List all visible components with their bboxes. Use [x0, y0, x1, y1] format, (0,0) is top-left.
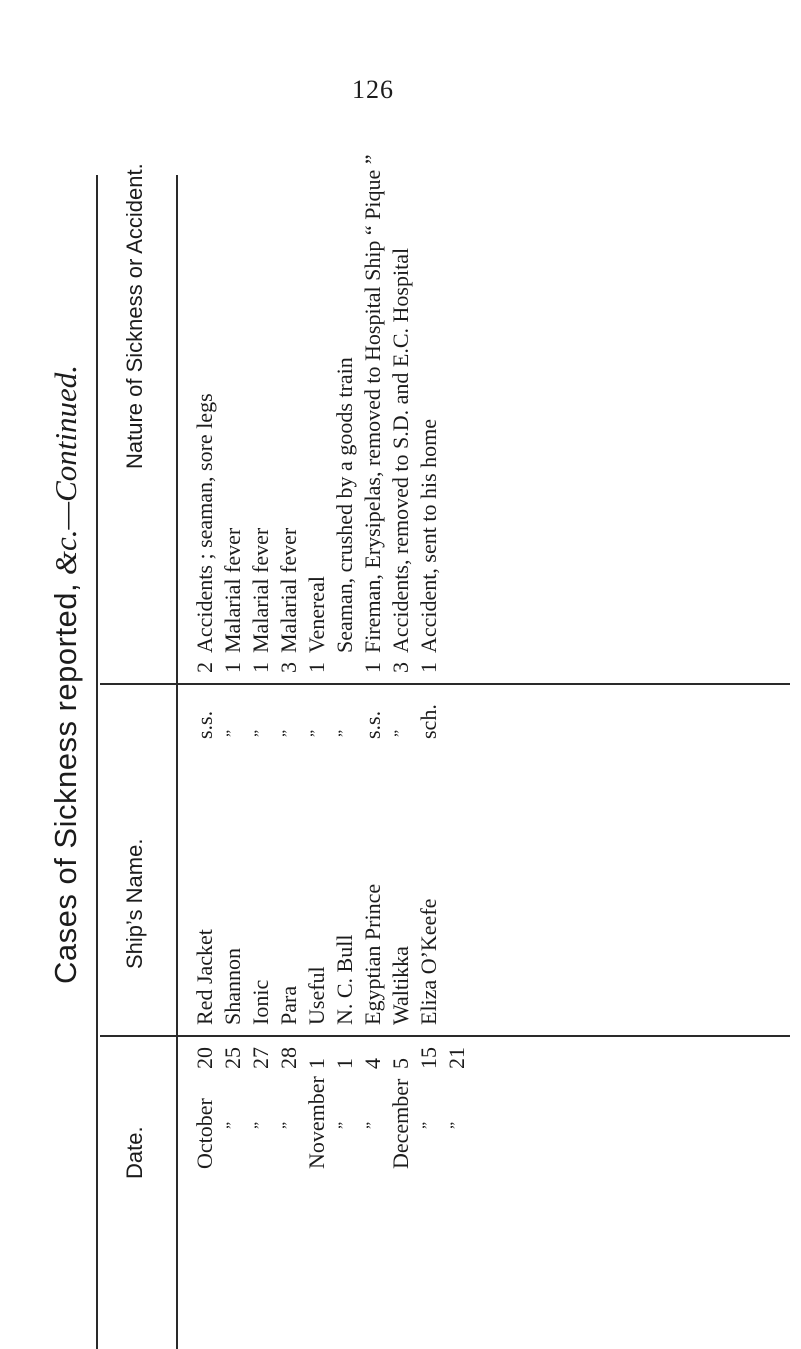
row-nature: Malarial fever [276, 527, 301, 653]
row-ship-name: Para [276, 985, 301, 1025]
row-vessel-type: ” [280, 729, 297, 737]
row-ship-name: Waltikka [388, 946, 413, 1025]
row-ship-name: Red Jacket [192, 929, 217, 1025]
row-month: ” [364, 1121, 381, 1129]
page-number: 126 [352, 75, 394, 104]
row-count: 2 [192, 662, 217, 673]
row-count: 1 [248, 662, 273, 673]
table-row [250, 0, 272, 1349]
page-title [48, 0, 84, 1349]
row-month: ” [224, 1121, 241, 1129]
row-month: ” [336, 1121, 353, 1129]
row-vessel-type: ” [224, 729, 241, 737]
row-day: 1 [304, 1058, 329, 1069]
title-main: Cases of Sickness reported, [48, 582, 83, 985]
row-day: 1 [332, 1058, 357, 1069]
table-row [334, 0, 356, 1349]
row-nature: Malarial fever [220, 527, 245, 653]
row-nature: Venereal [304, 576, 329, 653]
row-ship-name: Useful [304, 966, 329, 1025]
row-vessel-type: ” [308, 729, 325, 737]
row-vessel-type: s.s. [360, 710, 385, 739]
table-row [306, 0, 328, 1349]
row-day: 5 [388, 1058, 413, 1069]
row-day: 15 [416, 1047, 441, 1069]
row-day: 20 [192, 1047, 217, 1069]
row-count: 1 [304, 662, 329, 673]
row-count: 1 [360, 662, 385, 673]
row-month: ” [280, 1121, 297, 1129]
table-row [362, 0, 384, 1349]
table-row [390, 0, 412, 1349]
row-month: November [304, 1076, 329, 1169]
row-day: 27 [248, 1047, 273, 1069]
table-top-rule [96, 175, 98, 1349]
row-ship-name: N. C. Bull [332, 934, 357, 1025]
row-month: ” [252, 1121, 269, 1129]
row-ship-name: Ionic [248, 979, 273, 1025]
table-row [418, 0, 440, 1349]
row-ship-name: Egyptian Prince [360, 883, 385, 1025]
table-row [194, 0, 216, 1349]
row-day: 4 [360, 1058, 385, 1069]
row-nature: Accident, sent to his home [416, 418, 441, 653]
row-count: 3 [276, 662, 301, 673]
row-vessel-type: ” [336, 729, 353, 737]
row-nature: Accidents, removed to S.D. and E.C. Hospital [388, 247, 413, 653]
title-continued: &c.—Continued. [48, 364, 83, 576]
row-day: 25 [220, 1047, 245, 1069]
row-count: 1 [416, 662, 441, 673]
header-rule [176, 175, 178, 1349]
row-nature: Seaman, crushed by a goods train [332, 357, 357, 653]
row-month: December [388, 1078, 413, 1169]
table-row [278, 0, 300, 1349]
table-row [222, 0, 244, 1349]
row-day: 21 [444, 1047, 469, 1069]
row-month: ” [448, 1121, 465, 1129]
header-nature: Nature of Sickness or Accident. [122, 163, 147, 469]
row-nature: Accidents ; seaman, sore legs [192, 393, 217, 653]
row-vessel-type: s.s. [192, 710, 217, 739]
header-date: Date. [122, 1126, 147, 1179]
row-month: October [192, 1098, 217, 1169]
table-row [446, 0, 468, 1349]
row-ship-name: Eliza O’Keefe [416, 898, 441, 1025]
row-count: 1 [220, 662, 245, 673]
row-vessel-type: ” [252, 729, 269, 737]
row-nature: Malarial fever [248, 527, 273, 653]
row-ship-name: Shannon [220, 948, 245, 1025]
row-count: 3 [388, 662, 413, 673]
row-month: ” [420, 1121, 437, 1129]
row-vessel-type: ” [392, 729, 409, 737]
row-nature: Fireman, Erysipelas, removed to Hospital Ship “ Pique ” [360, 154, 385, 653]
row-vessel-type: sch. [416, 704, 441, 739]
header-ship-name: Ship’s Name. [122, 838, 147, 969]
row-day: 28 [276, 1047, 301, 1069]
